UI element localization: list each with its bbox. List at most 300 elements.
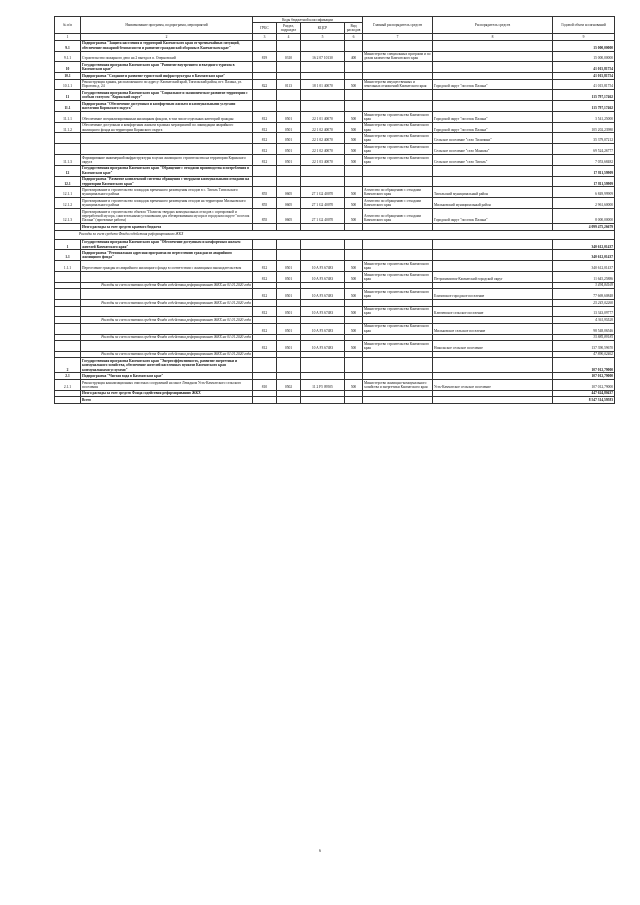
row-vr: 500	[345, 187, 363, 198]
row-grbs	[253, 101, 277, 112]
row-vr	[345, 90, 363, 101]
row-distributor: Министерство имущественных и земельных отношений Камчатского края	[363, 79, 433, 90]
row-recipient	[433, 51, 553, 62]
row-distributor	[363, 90, 433, 101]
row-sum: 41 015,81754	[553, 62, 615, 73]
row-recipient: Елизовское городское поселение	[433, 289, 553, 300]
row-grbs: 812	[253, 261, 277, 272]
row-grbs: 855	[253, 198, 277, 209]
row-recipient: Сельское поселение "село Тигиль"	[433, 155, 553, 166]
header-distributor: Главный распорядитель средств	[363, 17, 433, 34]
col-num: 6	[345, 34, 363, 40]
row-razdel: 0501	[277, 306, 301, 317]
row-sum: 340 612,01437	[553, 239, 615, 250]
row-razdel: 0502	[277, 379, 301, 390]
row-grbs	[253, 397, 277, 403]
row-sum: 340 612,01437	[553, 261, 615, 272]
row-vr: 500	[345, 272, 363, 283]
row-distributor	[363, 239, 433, 250]
row-name: Подпрограмма "Создание и развитие туристской инфраструктуры в Камчатском крае"	[81, 73, 253, 79]
page-number: 6	[319, 848, 321, 853]
row-razdel: 0501	[277, 111, 301, 122]
table-row	[55, 79, 615, 90]
row-razdel: 0501	[277, 341, 301, 352]
row-recipient	[433, 397, 553, 403]
row-number: 9.1.1	[55, 51, 81, 62]
row-number: 11.1.3	[55, 155, 81, 166]
row-recipient: Городской округ "поселок Палана"	[433, 122, 553, 133]
row-sum: 35 885,89185	[553, 334, 615, 340]
row-name: Переселение граждан из аварийного жилищного фонда в соответствии с жилищным законодательством	[81, 261, 253, 272]
row-sum: 25 243,02260	[553, 300, 615, 306]
row-name: Формирование инженерной инфраструктуры в целях жилищного строительства на территории Корякского округа	[81, 155, 253, 166]
row-grbs: 812	[253, 133, 277, 144]
table-row	[55, 323, 615, 334]
row-number: 12.1.3	[55, 208, 81, 223]
table-row	[55, 90, 615, 101]
row-name: Государственная программа Камчатского края "Обеспечение доступным и комфортным жильем жителей Камчатского края"	[81, 239, 253, 250]
row-ksr	[301, 90, 345, 101]
table-row	[55, 155, 615, 166]
row-ksr	[301, 165, 345, 176]
row-recipient	[433, 239, 553, 250]
row-ksr: 10 A F3 67483	[301, 261, 345, 272]
row-name: Реконструкция канализационных очистных сооружений на мысе Левадном Усть-Камчатского сельского поселения	[81, 379, 253, 390]
row-razdel: 0605	[277, 208, 301, 223]
row-grbs: 812	[253, 289, 277, 300]
row-name: Итого расходы за счет средств Фонда содействия реформированию ЖКХ	[81, 390, 253, 396]
row-razdel	[277, 40, 301, 51]
row-name: Всего	[81, 397, 253, 403]
row-razdel: 0310	[277, 51, 301, 62]
table-header	[55, 17, 615, 41]
table-row	[55, 397, 615, 403]
row-number: 12.1.1	[55, 187, 81, 198]
row-sum: 15 000,00000	[553, 51, 615, 62]
row-recipient: Ключевское сельское поселение	[433, 306, 553, 317]
row-grbs: 812	[253, 122, 277, 133]
row-name: Расходы за счет остатков средств Фонда содействия реформированию ЖКХ на 01.01.2020 года	[81, 282, 253, 288]
row-number: 12.1	[55, 176, 81, 187]
row-vr: 500	[345, 111, 363, 122]
row-sum: 98 548,06546	[553, 323, 615, 334]
col-num: 3	[253, 34, 277, 40]
row-distributor	[363, 250, 433, 261]
row-name	[81, 144, 253, 155]
row-vr: 500	[345, 79, 363, 90]
row-sum: 47 890,02462	[553, 351, 615, 357]
row-ksr	[301, 101, 345, 112]
table-row	[55, 187, 615, 198]
row-grbs	[253, 90, 277, 101]
row-ksr	[301, 358, 345, 373]
row-razdel	[277, 101, 301, 112]
header-vr: Вид расходов	[345, 23, 363, 34]
header-codes-group: Коды бюджетной классификации	[253, 17, 363, 23]
row-sum: 4 099 475,26679	[553, 224, 615, 230]
row-vr	[345, 358, 363, 373]
row-name: Обеспечение специализированным жилищным фондом, в том числе отдельных категорий граждан	[81, 111, 253, 122]
table-row	[55, 379, 615, 390]
row-number	[55, 272, 81, 283]
table-row	[55, 101, 615, 112]
row-name: Обеспечение доступным и комфортным жильем в рамках мероприятий по ликвидации аварийного жилищного фонда на территории Корякского округа	[81, 122, 253, 133]
table-row	[55, 358, 615, 373]
row-number: 11.1.2	[55, 122, 81, 133]
row-sum: 13 343,09777	[553, 306, 615, 317]
row-distributor	[363, 176, 433, 187]
row-razdel	[277, 176, 301, 187]
row-name: Строительство пожарного депо на 2 выезда в п. Озерновский	[81, 51, 253, 62]
row-vr: 500	[345, 379, 363, 390]
row-ksr	[301, 239, 345, 250]
row-recipient: Мильковский муниципальный район	[433, 198, 553, 209]
table-row	[55, 51, 615, 62]
row-vr: 500	[345, 208, 363, 223]
row-razdel	[277, 358, 301, 373]
row-sum: 107 012,79000	[553, 358, 615, 373]
row-name: Государственная программа Камчатского края "Развитие внутреннего и въездного туризма в Камчатском крае"	[81, 62, 253, 73]
row-number: 1	[55, 239, 81, 250]
row-vr	[345, 62, 363, 73]
row-name: Проектирование и строительство площадок временного размещения отходов в с. Тигиль Тигильского муниципального района	[81, 187, 253, 198]
row-recipient	[433, 90, 553, 101]
row-razdel: 0501	[277, 133, 301, 144]
row-grbs: 812	[253, 155, 277, 166]
row-sum: 115 797,17462	[553, 101, 615, 112]
row-number: 10.1.1	[55, 79, 81, 90]
row-ksr	[301, 397, 345, 403]
row-distributor	[363, 101, 433, 112]
row-distributor	[363, 165, 433, 176]
row-distributor	[363, 40, 433, 51]
row-sum: 69 524,26777	[553, 144, 615, 155]
row-number: 12	[55, 165, 81, 176]
header-name: Наименование программ, подпрограмм, мероприятий	[81, 17, 253, 34]
row-name	[81, 133, 253, 144]
row-sum: 340 612,01437	[553, 250, 615, 261]
row-recipient: Петропавловск-Камчатский городской округ	[433, 272, 553, 283]
row-ksr: 22 1 02 40070	[301, 133, 345, 144]
row-grbs: 812	[253, 323, 277, 334]
table-row	[55, 111, 615, 122]
row-distributor: Министерство строительства Камчатского края	[363, 133, 433, 144]
row-distributor: Министерство строительства Камчатского края	[363, 122, 433, 133]
row-number	[55, 341, 81, 352]
row-vr	[345, 165, 363, 176]
row-grbs	[253, 176, 277, 187]
row-sum: 17 811,59909	[553, 165, 615, 176]
row-grbs	[253, 165, 277, 176]
row-ksr	[301, 62, 345, 73]
row-sum: 105 202,23980	[553, 122, 615, 133]
row-number: 11.1.1	[55, 111, 81, 122]
row-distributor: Министерство строительства Камчатского края	[363, 261, 433, 272]
row-ksr: 11 2 F5 09505	[301, 379, 345, 390]
row-sum: 137 390,59670	[553, 341, 615, 352]
table-body-regional	[55, 40, 615, 230]
row-distributor	[363, 358, 433, 373]
row-recipient	[433, 165, 553, 176]
row-sum: 11 645,25886	[553, 272, 615, 283]
row-number	[55, 323, 81, 334]
row-recipient: Тигильский муниципальный район	[433, 187, 553, 198]
row-vr	[345, 101, 363, 112]
row-number: 2	[55, 358, 81, 373]
row-number: 12.1.2	[55, 198, 81, 209]
row-vr: 500	[345, 133, 363, 144]
row-name: Подпрограмма "Чистая вода в Камчатском крае"	[81, 373, 253, 379]
col-num: 4	[277, 34, 301, 40]
row-sum: 107 012,79000	[553, 373, 615, 379]
table-row	[55, 144, 615, 155]
row-distributor	[363, 397, 433, 403]
row-ksr: 10 A F3 67483	[301, 323, 345, 334]
col-num: 1	[55, 34, 81, 40]
row-razdel	[277, 165, 301, 176]
row-recipient	[433, 101, 553, 112]
row-number: 1.1	[55, 250, 81, 261]
row-recipient	[433, 62, 553, 73]
row-name: Проектирование и строительство объекта "Полигон твердых коммунальных отходов с сортировкой и переработкой мусора, сжигательными установками для обезвреживания мусора в городском округе "поселок Палана" (проектные работы)	[81, 208, 253, 223]
row-vr: 500	[345, 122, 363, 133]
row-sum: 107 012,79000	[553, 379, 615, 390]
row-name: Реконструкция здания, расположенного по адресу: Камчатский край, Тигильский район, пгт. Палана, ул. Поротова д. 24	[81, 79, 253, 90]
table-row	[55, 165, 615, 176]
row-number	[55, 306, 81, 317]
row-number: 10	[55, 62, 81, 73]
row-sum: 77 669,60848	[553, 289, 615, 300]
row-recipient: Городской округ "поселок Палана"	[433, 208, 553, 223]
row-ksr: 10 A F3 67483	[301, 341, 345, 352]
row-vr: 500	[345, 198, 363, 209]
row-razdel	[277, 239, 301, 250]
row-grbs: 812	[253, 111, 277, 122]
row-sum: 4 361,95520	[553, 317, 615, 323]
row-distributor: Министерство специальных программ и по делам казачества Камчатского края	[363, 51, 433, 62]
budget-table	[54, 16, 615, 404]
row-name: Расходы за счет остатков средств Фонда содействия реформированию ЖКХ на 01.01.2020 года	[81, 351, 253, 357]
row-name: Итого расходы за счет средств краевого бюджета	[81, 224, 253, 230]
row-distributor: Агентство по обращению с отходами Камчатского края	[363, 198, 433, 209]
row-razdel: 0501	[277, 261, 301, 272]
row-sum: 8 000,00000	[553, 208, 615, 223]
row-recipient	[433, 40, 553, 51]
row-distributor: Министерство жилищно-коммунального хозяйства и энергетики Камчатского края	[363, 379, 433, 390]
row-number: 2.1	[55, 373, 81, 379]
row-sum: 41 015,81754	[553, 79, 615, 90]
row-name: Подпрограмма "Развитие комплексной системы обращения с твердыми коммунальными отходами на территории Камчатского края"	[81, 176, 253, 187]
row-distributor	[363, 62, 433, 73]
table-section	[55, 230, 615, 239]
row-sum: 2 961,60000	[553, 198, 615, 209]
table-row	[55, 341, 615, 352]
row-recipient	[433, 261, 553, 272]
row-name	[81, 323, 253, 334]
row-recipient	[433, 176, 553, 187]
row-grbs: 812	[253, 306, 277, 317]
row-vr: 400	[345, 51, 363, 62]
table-row	[55, 62, 615, 73]
table-row	[55, 306, 615, 317]
row-name: Расходы за счет остатков средств Фонда содействия реформированию ЖКХ на 01.01.2020 года	[81, 300, 253, 306]
row-razdel: 0501	[277, 272, 301, 283]
row-name	[81, 306, 253, 317]
row-sum: 7 053,68482	[553, 155, 615, 166]
row-ksr	[301, 40, 345, 51]
header-no: № п/п	[55, 17, 81, 34]
row-sum: 15 000,00000	[553, 40, 615, 51]
row-razdel: 0605	[277, 198, 301, 209]
row-razdel	[277, 62, 301, 73]
row-sum: 35 379,07212	[553, 133, 615, 144]
row-distributor: Министерство строительства Камчатского края	[363, 111, 433, 122]
row-ksr	[301, 176, 345, 187]
col-num: 2	[81, 34, 253, 40]
row-grbs	[253, 239, 277, 250]
header-recipient: Распорядитель средств	[433, 17, 553, 34]
row-ksr: 22 1 03 40070	[301, 155, 345, 166]
row-grbs	[253, 62, 277, 73]
table-row	[55, 198, 615, 209]
row-vr	[345, 176, 363, 187]
row-number	[55, 289, 81, 300]
row-distributor: Министерство строительства Камчатского края	[363, 144, 433, 155]
row-grbs: 810	[253, 379, 277, 390]
row-recipient: Городской округ "поселок Палана"	[433, 79, 553, 90]
row-sum: 41 015,81754	[553, 73, 615, 79]
table-row	[55, 250, 615, 261]
row-number: 9.1	[55, 40, 81, 51]
row-ksr: 10 A F3 67483	[301, 272, 345, 283]
row-grbs: 812	[253, 341, 277, 352]
table-row	[55, 122, 615, 133]
row-sum: 447 624,80437	[553, 390, 615, 396]
col-num: 5	[301, 34, 345, 40]
row-razdel: 0605	[277, 187, 301, 198]
row-grbs: 822	[253, 79, 277, 90]
row-recipient: Никольское сельское поселение	[433, 341, 553, 352]
row-vr: 500	[345, 144, 363, 155]
row-number: 2.1.1	[55, 379, 81, 390]
row-ksr: 16 2 07 10130	[301, 51, 345, 62]
row-number: 11.1	[55, 101, 81, 112]
row-sum: 3 494,84169	[553, 282, 615, 288]
row-vr: 500	[345, 155, 363, 166]
table-body-fund	[55, 239, 615, 403]
header-grbs: ГРБС	[253, 23, 277, 34]
row-vr	[345, 40, 363, 51]
row-recipient: Сельское поселение "село Тиличики"	[433, 133, 553, 144]
row-ksr: 27 1 G2 40070	[301, 208, 345, 223]
row-name: Расходы за счет остатков средств Фонда содействия реформированию ЖКХ на 01.01.2020 года	[81, 334, 253, 340]
row-distributor: Министерство строительства Камчатского края	[363, 341, 433, 352]
header-ksr: КЦСР	[301, 23, 345, 34]
row-distributor: Агентство по обращению с отходами Камчатского края	[363, 208, 433, 223]
row-ksr: 27 1 G2 40070	[301, 187, 345, 198]
section-title: Расходы за счет средств Фонда содействия реформированию ЖКХ	[55, 230, 615, 239]
row-razdel: 0501	[277, 144, 301, 155]
table-row	[55, 40, 615, 51]
row-sum: 17 811,59909	[553, 176, 615, 187]
col-num: 9	[553, 34, 615, 40]
table-row	[55, 239, 615, 250]
row-number: 1.1.1	[55, 261, 81, 272]
row-vr: 500	[345, 261, 363, 272]
row-number	[55, 397, 81, 403]
row-ksr: 22 1 01 40070	[301, 111, 345, 122]
row-razdel	[277, 90, 301, 101]
row-vr	[345, 239, 363, 250]
row-name: Подпрограмма "Защита населения и территорий Камчатского края от чрезвычайных ситуаций, обеспечение пожарной безопасности и развитие гражданской обороны в Камчатском крае"	[81, 40, 253, 51]
row-grbs: 819	[253, 51, 277, 62]
row-distributor: Министерство строительства Камчатского края	[363, 323, 433, 334]
row-razdel: 0113	[277, 79, 301, 90]
row-razdel: 0501	[277, 122, 301, 133]
table-row	[55, 176, 615, 187]
row-number: 10.1	[55, 73, 81, 79]
row-grbs: 855	[253, 187, 277, 198]
table-row	[55, 272, 615, 283]
row-recipient	[433, 358, 553, 373]
col-num: 7	[363, 34, 433, 40]
row-grbs	[253, 250, 277, 261]
row-vr: 500	[345, 323, 363, 334]
header-razdel: Раздел, подраздел	[277, 23, 301, 34]
row-razdel: 0501	[277, 323, 301, 334]
row-vr: 500	[345, 289, 363, 300]
row-grbs	[253, 40, 277, 51]
row-razdel	[277, 397, 301, 403]
row-ksr: 10 A F3 67483	[301, 289, 345, 300]
row-recipient: Городской округ "поселок Палана"	[433, 111, 553, 122]
row-grbs: 812	[253, 144, 277, 155]
row-ksr: 22 1 02 40070	[301, 122, 345, 133]
row-ksr	[301, 250, 345, 261]
row-name	[81, 289, 253, 300]
row-distributor: Министерство строительства Камчатского края	[363, 289, 433, 300]
row-distributor: Агентство по обращению с отходами Камчатского края	[363, 187, 433, 198]
row-ksr: 22 1 02 40070	[301, 144, 345, 155]
row-recipient: Сельское поселение "село Манилы"	[433, 144, 553, 155]
table-row	[55, 208, 615, 223]
row-recipient: Мильковское сельское поселение	[433, 323, 553, 334]
row-grbs	[253, 358, 277, 373]
row-grbs: 855	[253, 208, 277, 223]
row-distributor: Министерство строительства Камчатского края	[363, 155, 433, 166]
row-razdel: 0501	[277, 155, 301, 166]
row-recipient: Усть-Камчатское сельское поселение	[433, 379, 553, 390]
row-sum: 8 547 314,59583	[553, 397, 615, 403]
row-ksr: 10 A F3 67483	[301, 306, 345, 317]
row-sum: 6 849,99909	[553, 187, 615, 198]
col-num: 8	[433, 34, 553, 40]
row-name: Расходы за счет остатков средств Фонда содействия реформированию ЖКХ на 01.01.2020 года	[81, 317, 253, 323]
row-name	[81, 341, 253, 352]
row-sum: 3 541,25000	[553, 111, 615, 122]
table-row	[55, 261, 615, 272]
row-vr: 500	[345, 306, 363, 317]
row-name: Проектирование и строительство площадок временного размещения отходов на территории Мильковского муниципального района	[81, 198, 253, 209]
row-razdel	[277, 250, 301, 261]
row-number: 11	[55, 90, 81, 101]
row-grbs: 812	[253, 272, 277, 283]
row-name: Государственная программа Камчатского края "Социальное и экономическое развитие территории с особым статусом "Корякский округ"	[81, 90, 253, 101]
row-name: Подпрограмма "Обеспечение доступным и комфортным жильем и коммунальными услугами населения Корякского округа"	[81, 101, 253, 112]
row-name: Подпрограмма "Региональная адресная программа по переселению граждан из аварийного жилищного фонда"	[81, 250, 253, 261]
row-ksr: 18 1 01 40070	[301, 79, 345, 90]
row-distributor: Министерство строительства Камчатского края	[363, 306, 433, 317]
